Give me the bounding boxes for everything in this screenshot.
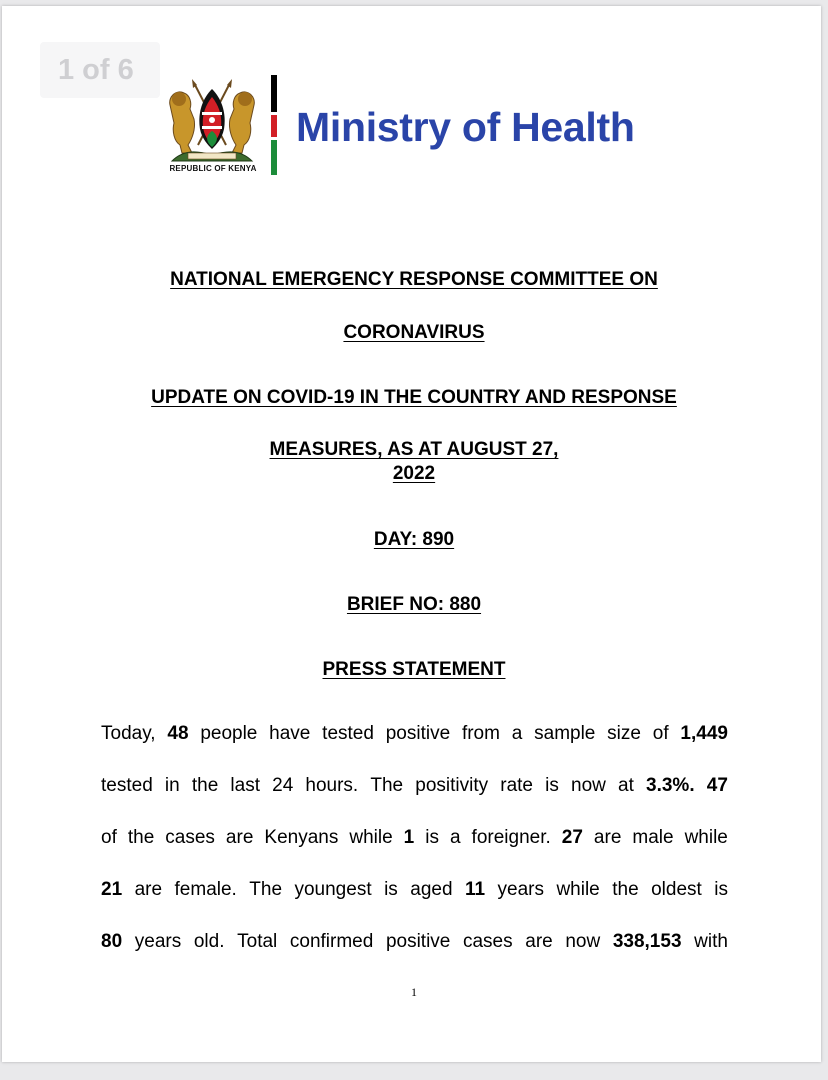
heading-brief: BRIEF NO: 880 <box>346 594 482 615</box>
body-word <box>707 775 728 797</box>
body-text: tested <box>322 723 374 744</box>
body-word <box>349 827 392 849</box>
body-text: hours. <box>305 775 359 796</box>
body-text: cases <box>462 931 513 952</box>
body-word <box>272 775 293 797</box>
body-word <box>562 827 583 849</box>
body-word <box>525 931 552 953</box>
body-word <box>500 775 533 797</box>
body-word <box>101 879 122 901</box>
body-figure: 80 <box>101 931 123 952</box>
body-text: now <box>565 931 601 952</box>
body-word <box>194 931 225 953</box>
body-figure: 11 <box>464 879 486 900</box>
body-word <box>135 879 162 901</box>
body-word <box>465 879 485 901</box>
body-text: now <box>571 775 606 796</box>
body-word <box>680 723 728 745</box>
body-word <box>101 827 117 849</box>
body-word <box>463 931 513 953</box>
body-text: the <box>191 775 219 796</box>
body-word <box>370 775 403 797</box>
body-text: while <box>556 879 600 900</box>
body-word <box>556 879 599 901</box>
body-word <box>290 931 373 953</box>
body-text: Kenyans <box>264 827 339 848</box>
body-text: foreigner. <box>471 827 551 848</box>
body-text: are <box>134 879 163 900</box>
heading-press-statement: PRESS STATEMENT <box>322 659 506 680</box>
body-text: years <box>134 931 182 952</box>
body-word <box>386 723 450 745</box>
body-text: female. <box>174 879 237 900</box>
body-word <box>472 827 551 849</box>
body-text: while <box>349 827 393 848</box>
body-text: are <box>525 931 553 952</box>
body-text: positive <box>385 723 451 744</box>
body-word <box>685 827 728 849</box>
body-figure: 1,449 <box>680 723 728 744</box>
body-text: with <box>694 931 728 952</box>
body-text: oldest <box>651 879 702 900</box>
body-word <box>101 723 156 745</box>
body-text: male <box>632 827 674 848</box>
body-text: people <box>200 723 258 744</box>
body-text: Today, <box>101 723 156 744</box>
body-word <box>264 827 338 849</box>
body-text: at <box>618 775 634 796</box>
body-word <box>415 775 488 797</box>
body-text: are <box>593 827 622 848</box>
body-word <box>651 879 702 901</box>
body-text: last <box>230 775 260 796</box>
body-line <box>101 931 728 953</box>
body-word <box>632 827 673 849</box>
body-word <box>534 723 595 745</box>
body-word <box>269 723 310 745</box>
body-word <box>694 931 728 953</box>
body-line <box>101 723 728 745</box>
body-word <box>410 879 452 901</box>
body-text: have <box>269 723 311 744</box>
body-figure: 1 <box>403 827 415 848</box>
body-text: tested <box>101 775 153 796</box>
page-number: 1 <box>411 985 417 999</box>
body-text: 24 <box>272 775 294 796</box>
body-text: rate <box>500 775 533 796</box>
heading-day: DAY: 890 <box>373 529 455 550</box>
body-word <box>305 775 358 797</box>
body-text: is <box>714 879 728 900</box>
body-text: sample <box>534 723 596 744</box>
body-text: while <box>684 827 728 848</box>
body-text: are <box>225 827 254 848</box>
body-text: the <box>127 827 155 848</box>
body-word <box>612 879 638 901</box>
body-figure: 3.3%. <box>646 775 695 796</box>
body-text: years <box>497 879 544 900</box>
body-word <box>200 723 257 745</box>
body-figure: 338,153 <box>612 931 682 952</box>
body-word <box>167 723 188 745</box>
heading-measures: MEASURES, AS AT AUGUST 27, <box>269 439 559 460</box>
body-word <box>404 827 415 849</box>
body-text: aged <box>410 879 453 900</box>
body-figure: 47 <box>706 775 728 796</box>
body-word <box>607 723 641 745</box>
body-word <box>425 827 439 849</box>
body-word <box>249 879 282 901</box>
body-text: positivity <box>415 775 489 796</box>
body-word <box>165 775 180 797</box>
body-word <box>165 827 215 849</box>
body-text: positive <box>385 931 451 952</box>
body-word <box>450 827 461 849</box>
heading-coronavirus: CORONAVIRUS <box>343 322 485 343</box>
body-text: a <box>449 827 461 848</box>
body-word <box>101 775 153 797</box>
body-word <box>128 827 154 849</box>
body-word <box>646 775 695 797</box>
body-text: the <box>612 879 639 900</box>
body-word <box>565 931 600 953</box>
body-text: youngest <box>294 879 372 900</box>
body-text: is <box>545 775 559 796</box>
heading-committee: NATIONAL EMERGENCY RESPONSE COMMITTEE ON <box>170 269 658 290</box>
body-word <box>462 723 500 745</box>
body-figure: 27 <box>561 827 583 848</box>
body-word <box>322 723 374 745</box>
body-text: size <box>607 723 641 744</box>
heading-update: UPDATE ON COVID-19 IN THE COUNTRY AND RESPONSE <box>151 387 677 408</box>
body-word <box>653 723 669 745</box>
body-word <box>618 775 634 797</box>
body-figure: 21 <box>101 879 123 900</box>
body-word <box>512 723 523 745</box>
body-word <box>192 775 218 797</box>
body-word <box>294 879 371 901</box>
body-word <box>571 775 606 797</box>
body-text: from <box>461 723 500 744</box>
kenya-coat-of-arms-icon <box>164 75 260 175</box>
body-text: confirmed <box>289 931 374 952</box>
body-line <box>101 775 728 797</box>
body-text: of <box>652 723 669 744</box>
body-word <box>498 879 544 901</box>
body-word <box>226 827 253 849</box>
kenya-flag-bar <box>271 75 277 175</box>
body-text: cases <box>165 827 215 848</box>
body-text: The <box>249 879 283 900</box>
page-indicator-badge: 1 of 6 <box>40 42 160 98</box>
body-text: of <box>101 827 117 848</box>
body-word <box>714 879 728 901</box>
body-text: is <box>384 879 398 900</box>
body-word <box>386 931 450 953</box>
body-figure: 48 <box>167 723 189 744</box>
body-text: a <box>511 723 523 744</box>
emblem-caption: REPUBLIC OF KENYA <box>169 164 257 173</box>
body-word <box>135 931 181 953</box>
body-word <box>230 775 260 797</box>
body-word <box>613 931 682 953</box>
body-text: is <box>425 827 439 848</box>
body-word <box>175 879 237 901</box>
body-word <box>237 931 277 953</box>
heading-year: 2022 <box>392 463 436 484</box>
body-word <box>594 827 621 849</box>
body-line <box>101 827 728 849</box>
body-text: in <box>164 775 180 796</box>
body-word <box>545 775 559 797</box>
body-text: The <box>370 775 404 796</box>
body-line <box>101 879 728 901</box>
body-word <box>101 931 122 953</box>
ministry-title: Ministry of Health <box>296 104 635 150</box>
body-word <box>384 879 398 901</box>
body-text: old. <box>193 931 225 952</box>
body-text: Total <box>237 931 278 952</box>
